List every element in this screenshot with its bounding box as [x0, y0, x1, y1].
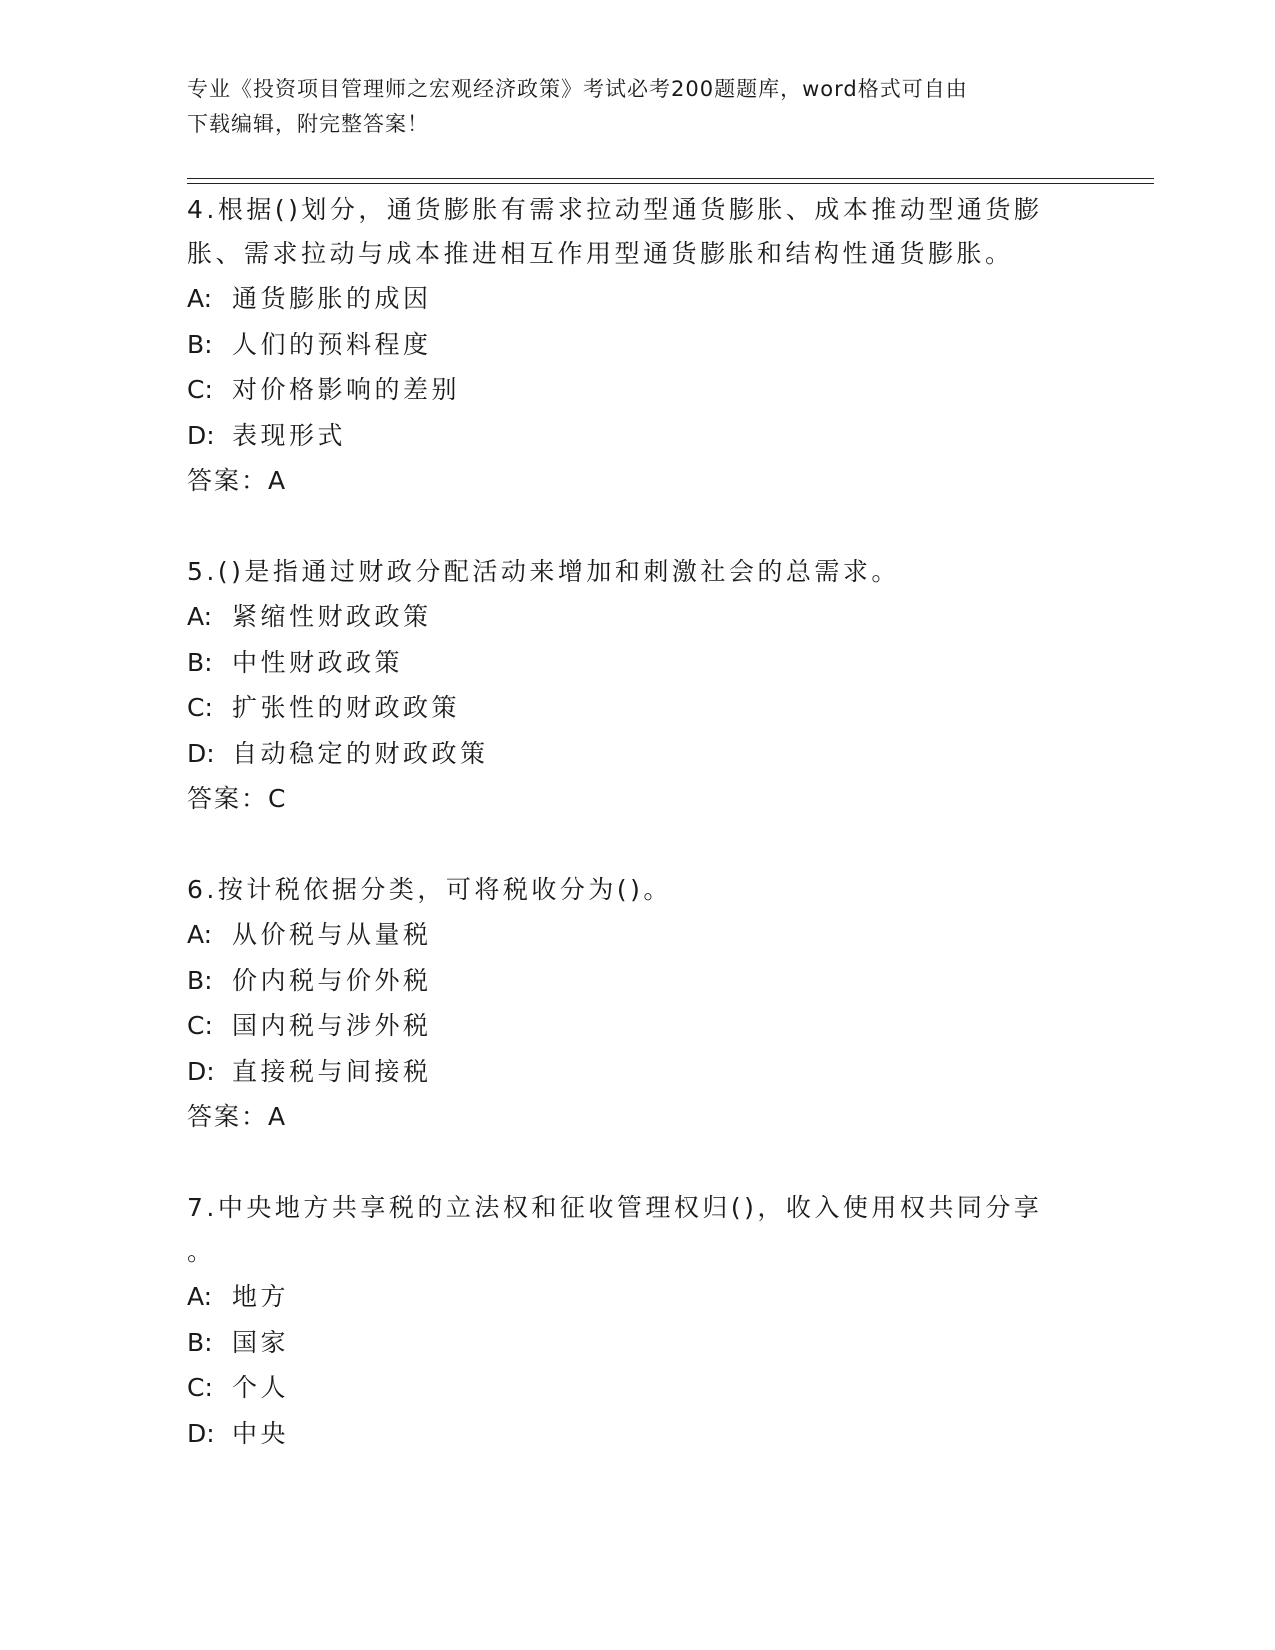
option-text: 表现形式	[232, 420, 347, 450]
header-line-1: 专业《投资项目管理师之宏观经济政策》考试必考200题题库，word格式可自由	[187, 77, 968, 101]
answer-option	[187, 1365, 1067, 1411]
answer-value: C	[268, 784, 286, 814]
question-stem-line: 胀、需求拉动与成本推进相互作用型通货膨胀和结构性通货膨胀。	[187, 239, 1014, 268]
answer-option	[187, 367, 1067, 413]
answer-option	[187, 685, 1067, 731]
option-label: C:	[187, 693, 213, 723]
option-text: 自动稳定的财政政策	[232, 738, 489, 768]
answer-option	[187, 1320, 1067, 1366]
answer-option	[187, 958, 1067, 1004]
question-stem-line: 4.根据()划分，通货膨胀有需求拉动型通货膨胀、成本推动型通货膨	[187, 195, 1043, 224]
question-spacer	[187, 1140, 1067, 1186]
option-text: 国内税与涉外税	[232, 1011, 432, 1041]
option-text: 个人	[232, 1373, 290, 1403]
answer-option	[187, 731, 1067, 777]
answer-label: 答案：	[187, 784, 269, 814]
question-list	[187, 188, 1067, 1456]
answer-option	[187, 912, 1067, 958]
option-text: 中央	[232, 1418, 290, 1448]
option-text: 地方	[232, 1281, 290, 1311]
option-label: A:	[187, 919, 213, 949]
option-label: C:	[187, 1373, 213, 1403]
header-line-2: 下载编辑，附完整答案！	[187, 112, 429, 136]
question-stem-line: 5.()是指通过财政分配活动来增加和刺激社会的总需求。	[187, 556, 900, 586]
answer-option	[187, 322, 1067, 368]
answer-value: A	[268, 1102, 286, 1132]
option-text: 对价格影响的差别	[232, 375, 461, 405]
question-stem-line: 6.按计税依据分类，可将税收分为()。	[187, 874, 672, 904]
option-text: 紧缩性财政政策	[232, 601, 432, 631]
option-text: 国家	[232, 1327, 290, 1357]
question-block	[187, 550, 1067, 822]
answer-label: 答案：	[187, 466, 269, 496]
option-label: C:	[187, 1011, 213, 1041]
answer-option	[187, 1274, 1067, 1320]
answer-option	[187, 413, 1067, 459]
answer-option	[187, 1411, 1067, 1457]
answer-option	[187, 594, 1067, 640]
option-label: C:	[187, 375, 213, 405]
question-stem-line: 7.中央地方共享税的立法权和征收管理权归()，收入使用权共同分享	[187, 1192, 1043, 1222]
option-label: B:	[187, 647, 213, 677]
option-text: 扩张性的财政政策	[232, 693, 461, 723]
option-text: 直接税与间接税	[232, 1056, 432, 1086]
question-stem-line: 。	[187, 1236, 216, 1266]
option-label: B:	[187, 965, 213, 995]
answer-value: A	[268, 466, 286, 496]
question-block	[187, 1186, 1067, 1456]
answer-option	[187, 1003, 1067, 1049]
option-text: 中性财政政策	[232, 647, 404, 677]
option-label: D:	[187, 1056, 215, 1086]
option-label: B:	[187, 329, 213, 359]
option-text: 从价税与从量税	[232, 919, 432, 949]
question-spacer	[187, 504, 1067, 550]
answer-option	[187, 640, 1067, 686]
answer-line	[187, 458, 1067, 504]
option-label: A:	[187, 1281, 213, 1311]
option-label: D:	[187, 1418, 215, 1448]
answer-line	[187, 776, 1067, 822]
option-label: A:	[187, 284, 213, 313]
question-block	[187, 188, 1067, 504]
option-label: A:	[187, 601, 213, 631]
option-label: D:	[187, 738, 215, 768]
answer-option	[187, 276, 1067, 322]
question-spacer	[187, 822, 1067, 868]
document-header	[187, 72, 1067, 142]
answer-label: 答案：	[187, 1102, 269, 1132]
answer-line	[187, 1094, 1067, 1140]
option-label: B:	[187, 1327, 213, 1357]
header-divider-bottom	[187, 183, 1154, 184]
answer-option	[187, 1049, 1067, 1095]
option-text: 价内税与价外税	[232, 965, 432, 995]
question-block	[187, 868, 1067, 1140]
header-divider-top	[187, 178, 1154, 179]
option-text: 通货膨胀的成因	[232, 284, 432, 313]
option-label: D:	[187, 420, 215, 450]
option-text: 人们的预料程度	[232, 329, 432, 359]
